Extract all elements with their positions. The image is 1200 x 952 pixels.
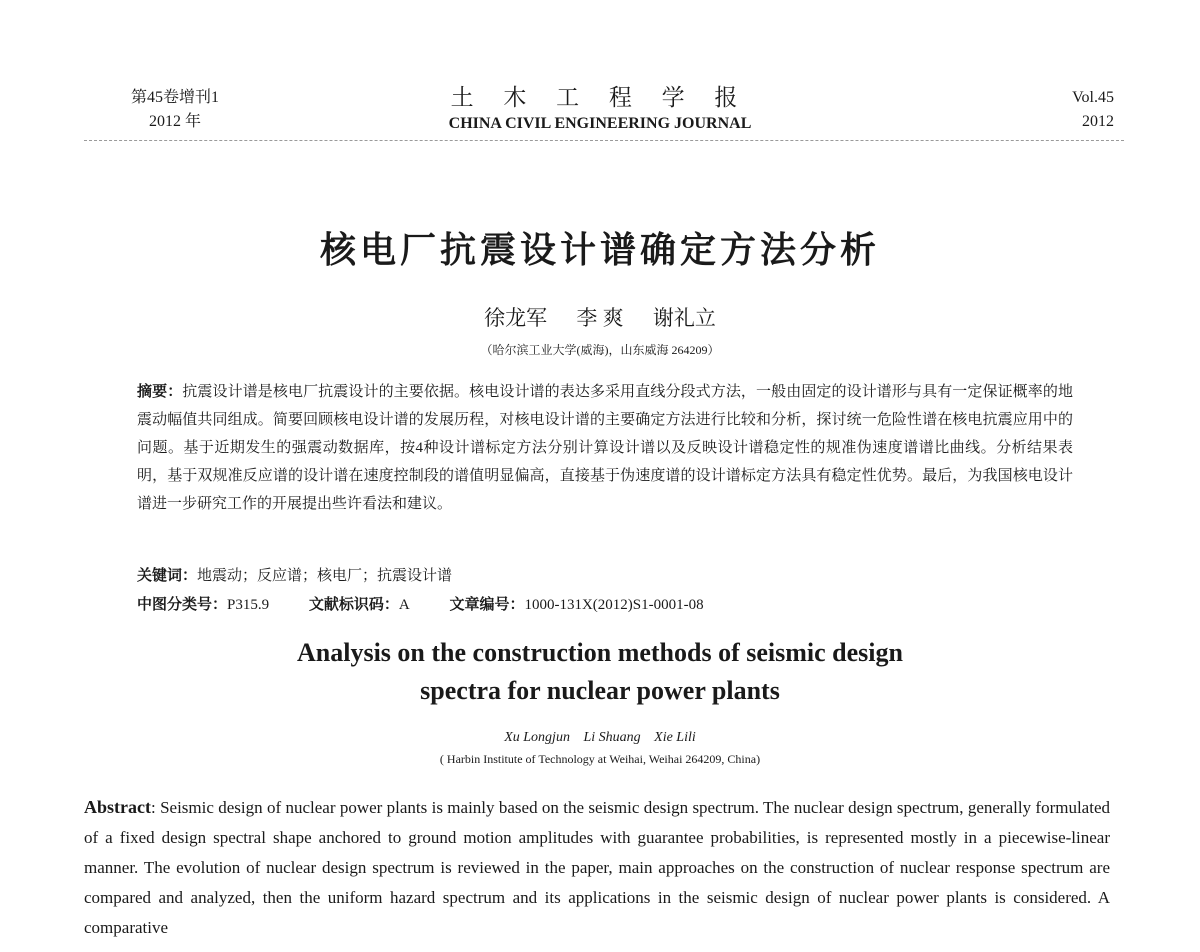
journal-name-en: CHINA CIVIL ENGINEERING JOURNAL	[448, 115, 752, 132]
abstract-label-cn: 摘要：	[137, 382, 183, 400]
clc-number	[137, 597, 269, 613]
affiliation-cn: （哈尔滨工业大学(威海)，山东威海 264209）	[480, 343, 720, 357]
header-volume-right	[994, 86, 1114, 134]
abstract-label-en: Abstract	[84, 797, 151, 817]
article-title-en	[0, 634, 1200, 710]
abstract-text-en: Seismic design of nuclear power plants is mainly based on the seismic design spectrum. The nuclear design spectrum, generally formulated of a fixed design spectral shape anchored to ground motion amplitudes with guarantee probabilities, is represented mostly in a piecewise-linear manner. The evolution of nuclear design spectrum is reviewed in the paper, main approaches on the construction of nuclear response spectrum are compared and analyzed, then the uniform hazard spectrum and its applications in the seismic design of nuclear power plants is considered. A comparative	[84, 798, 1110, 937]
author-en: Xu Longjun	[504, 730, 570, 745]
author-en: Xie Lili	[654, 730, 696, 745]
document-code	[309, 597, 410, 613]
affiliation-en: ( Harbin Institute of Technology at Weihai, Weihai 264209, China)	[439, 752, 761, 766]
volume-issue-cn: 第45卷增刊1	[130, 89, 219, 106]
keywords-label-cn: 关键词：	[137, 566, 198, 584]
abstract-en	[84, 792, 1110, 943]
article-title-cn: 核电厂抗震设计谱确定方法分析	[319, 230, 880, 271]
article-title-en-line1: Analysis on the construction methods of seismic design	[297, 638, 903, 667]
document-code-value: A	[398, 597, 410, 613]
article-number-label: 文章编号：	[449, 595, 525, 613]
author-cn: 徐龙军	[484, 306, 548, 330]
author-list-cn	[0, 302, 1200, 332]
clc-label: 中图分类号：	[137, 595, 228, 613]
author-en: Li Shuang	[583, 730, 641, 745]
article-number	[449, 597, 703, 613]
document-code-label: 文献标识码：	[308, 595, 399, 613]
author-list-en	[0, 730, 1200, 746]
clc-value: P315.9	[227, 597, 270, 613]
year-cn: 2012 年	[148, 113, 201, 130]
volume-en: Vol.45	[1072, 89, 1114, 106]
abstract-text-cn: 抗震设计谱是核电厂抗震设计的主要依据。核电设计谱的表达多采用直线分段式方法，一般由固定的设计谱形与具有一定保证概率的地震动幅值共同组成。简要回顾核电设计谱的发展历程，对核电设计谱的主要确定方法进行比较和分析，探讨统一危险性谱在核电抗震应用中的问题。基于近期发生的强震动数据库，按4种设计谱标定方法分别计算设计谱以及反映设计谱稳定性的规准伪速度谱谱比曲线。分析结果表明，基于双规准反应谱的设计谱在速度控制段的谱值明显偏高，直接基于伪速度谱的设计谱标定方法具有稳定性优势。最后，为我国核电设计谱进一步研究工作的开展提出些许看法和建议。	[137, 384, 1073, 512]
keywords-text-cn: 地震动；反应谱；核电厂；抗震设计谱	[197, 568, 453, 584]
year-en: 2012	[1082, 113, 1114, 130]
article-title-en-line2: spectra for nuclear power plants	[420, 676, 780, 705]
article-number-value: 1000-131X(2012)S1-0001-08	[524, 597, 704, 613]
author-cn: 谢礼立	[652, 306, 716, 330]
journal-name-cn: 土 木 工 程 学 报	[450, 85, 750, 110]
author-cn: 李 爽	[576, 306, 624, 330]
header-volume-left	[100, 86, 250, 134]
abstract-colon: :	[150, 798, 161, 817]
classification-line	[137, 591, 1073, 618]
journal-masthead	[380, 84, 820, 136]
abstract-cn	[137, 377, 1073, 518]
header-divider	[84, 140, 1124, 141]
keywords-cn	[137, 562, 1073, 589]
